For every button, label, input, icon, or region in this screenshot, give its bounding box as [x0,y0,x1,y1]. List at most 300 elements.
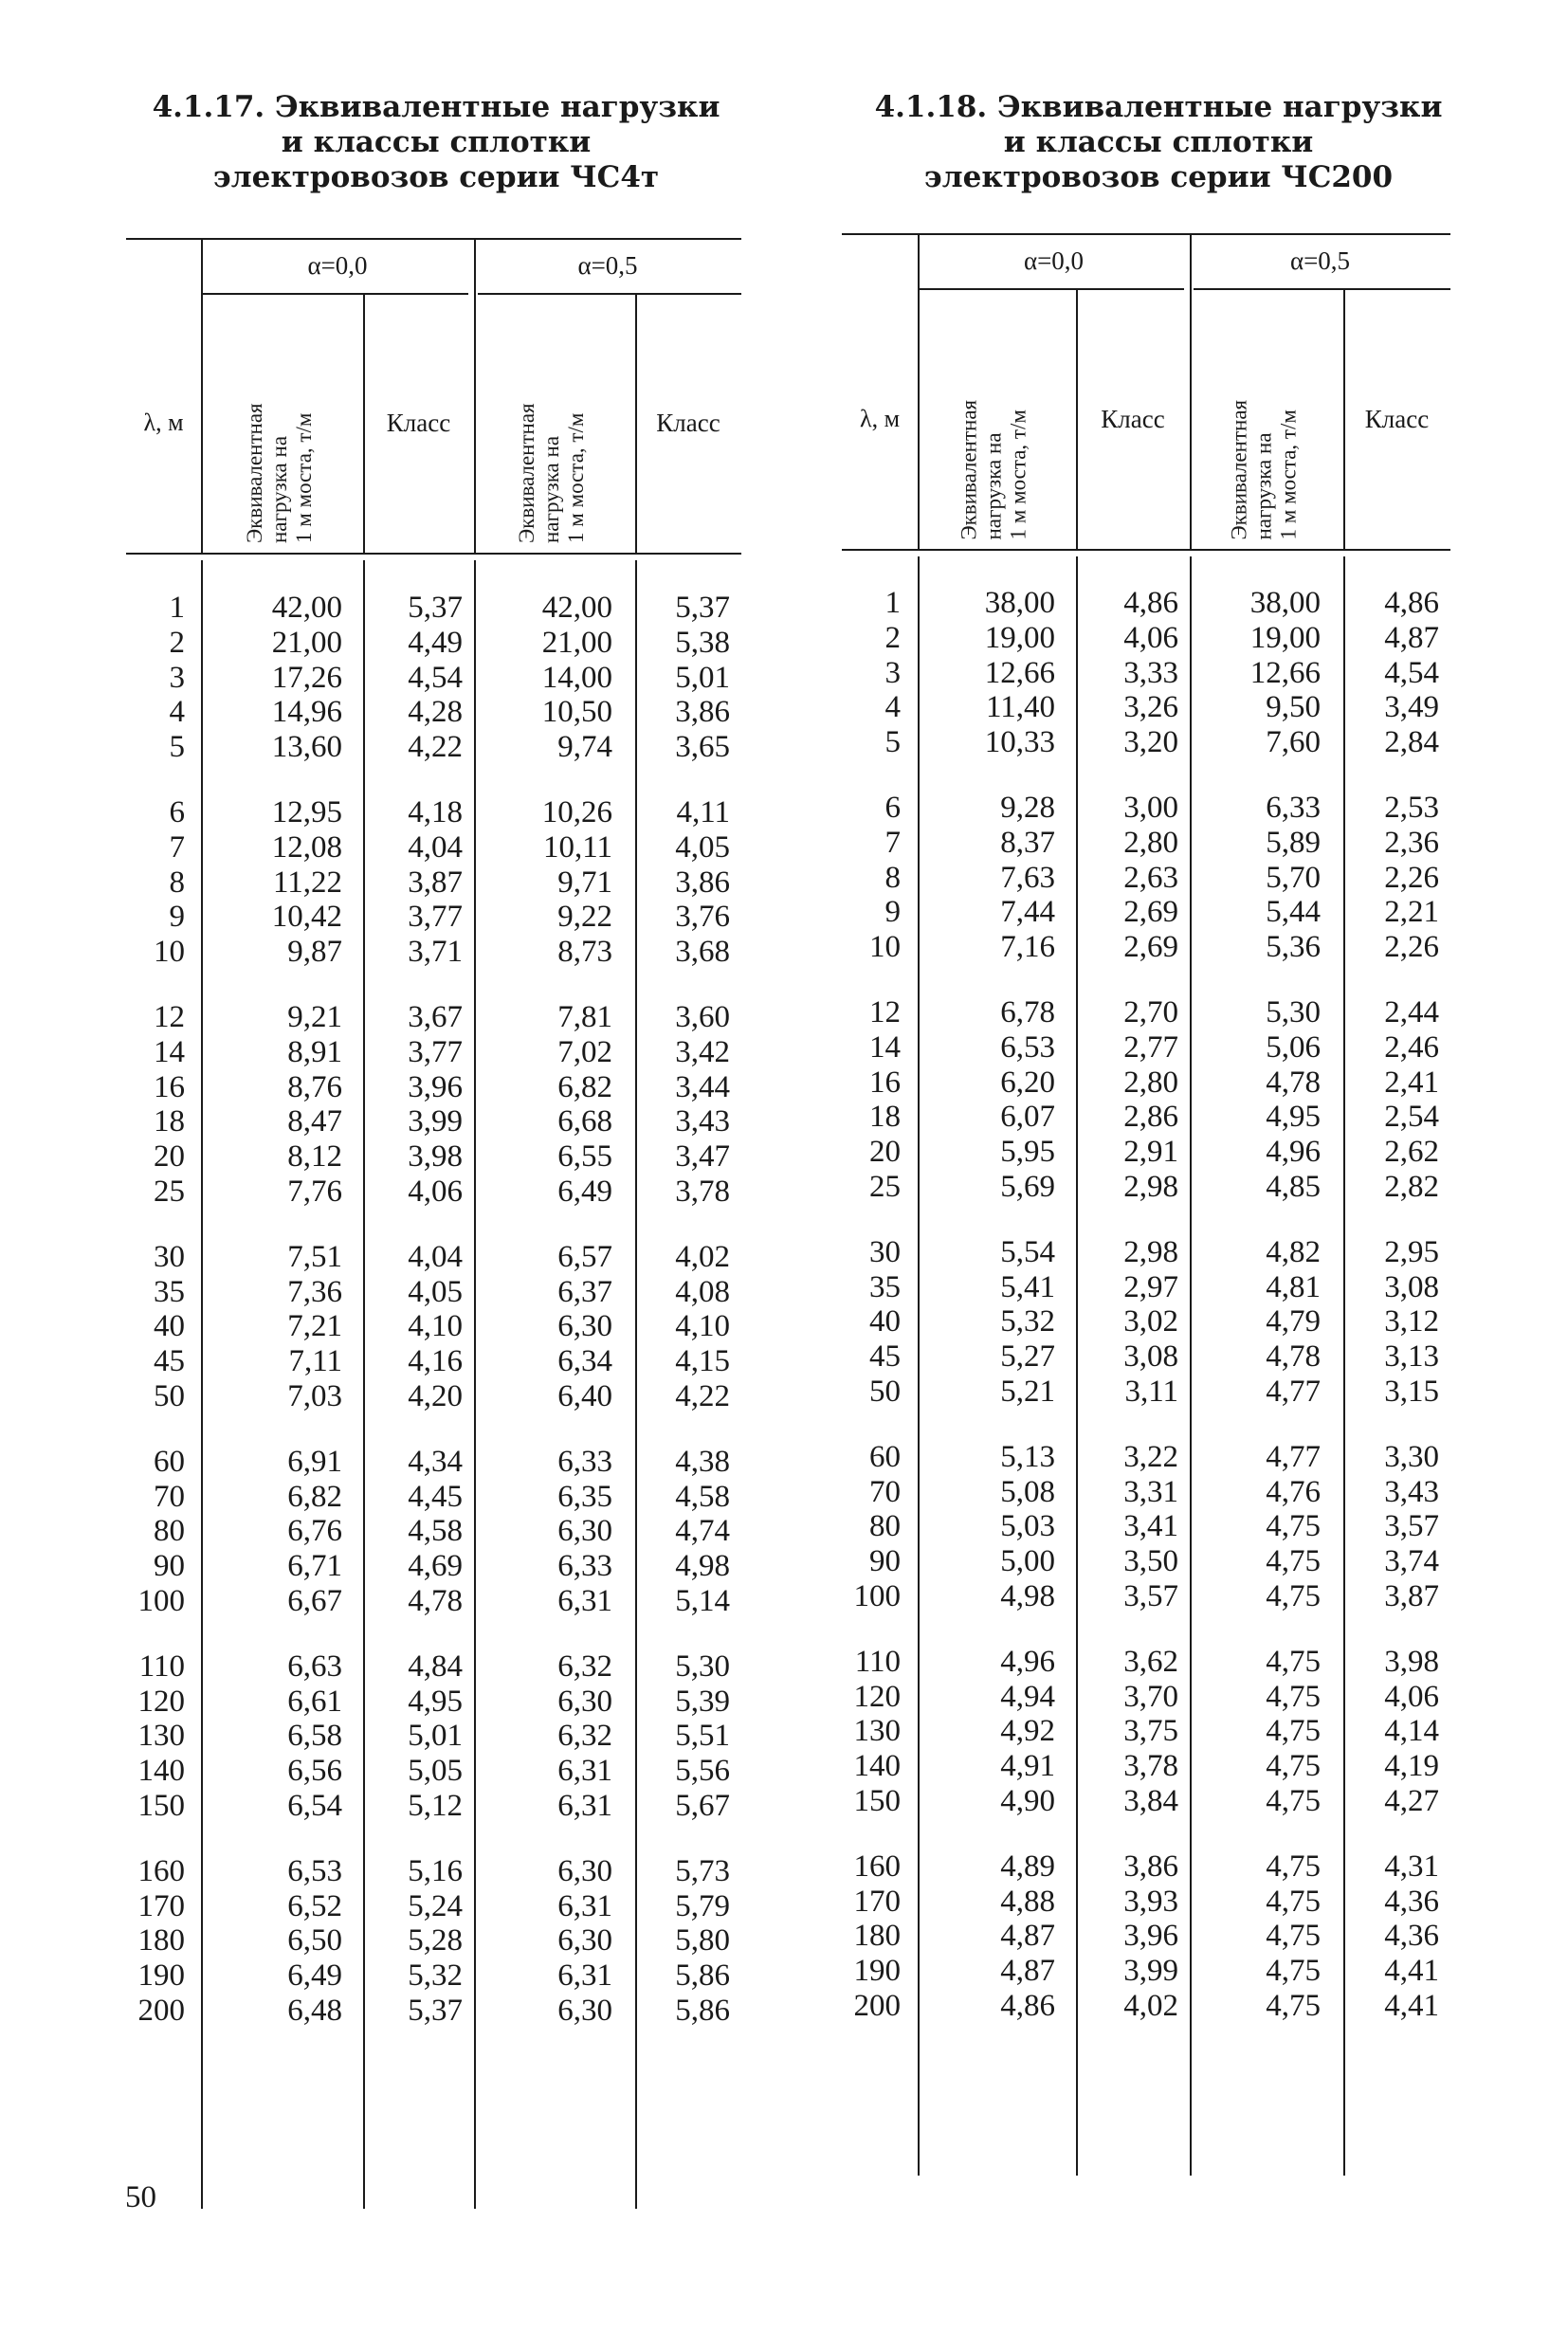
load-cell: 4,75 [1266,1849,1321,1884]
class-cell: 3,33 [1123,655,1178,690]
class-cell: 4,19 [1384,1749,1439,1784]
class-cell: 2,69 [1123,930,1178,965]
class-cell: 4,05 [675,829,730,865]
load-header-line: нагрузка на [1251,431,1275,539]
class-cell: 3,02 [1123,1304,1178,1339]
load-header-line: 1 м моста, т/м [1006,409,1030,539]
class-cell: 4,69 [408,1549,463,1584]
lambda-header: λ, м [859,404,901,432]
span-cell: 9 [169,900,185,935]
class-header: Класс [1364,404,1430,433]
span-cell: 40 [154,1309,185,1344]
load-cell: 10,26 [541,795,612,829]
span-cell: 14 [154,1034,185,1069]
load-cell: 12,66 [1249,655,1321,690]
title-line: 4.1.17. Эквивалентные нагрузки [152,90,720,124]
load-cell: 7,11 [288,1344,342,1379]
span-cell: 90 [869,1544,901,1579]
class-cell: 3,08 [1123,1339,1178,1375]
load-header [957,298,1037,539]
class-cell: 3,93 [1123,1884,1178,1919]
class-cell: 4,06 [408,1175,463,1209]
class-cell: 2,86 [1123,1100,1178,1135]
load-cell: 4,94 [1000,1679,1055,1714]
load-header [243,302,322,543]
load-cell: 6,91 [287,1444,342,1479]
class-cell: 5,28 [408,1923,463,1958]
span-cell: 18 [154,1104,185,1139]
span-cell: 40 [869,1304,901,1339]
title-line: и классы сплотки [1003,125,1314,159]
class-cell: 5,86 [675,1958,730,1994]
load-cell: 5,21 [1000,1375,1055,1409]
class-cell: 4,22 [675,1379,730,1413]
class-cell: 5,16 [408,1853,463,1888]
load-cell: 6,33 [1266,791,1321,825]
class-cell: 4,02 [675,1239,730,1274]
load-header-line: Эквивалентная [957,399,981,539]
title-line: электровозов серии ЧС200 [923,160,1394,194]
span-cell: 80 [869,1509,901,1544]
load-cell: 6,31 [557,1584,612,1618]
class-cell: 2,21 [1384,895,1439,930]
class-cell: 5,24 [408,1888,463,1923]
span-cell: 12 [869,995,901,1029]
class-cell: 3,77 [408,1034,463,1069]
class-cell: 4,38 [675,1444,730,1479]
span-cell: 80 [154,1514,185,1549]
load-cell: 5,27 [1000,1339,1055,1375]
class-cell: 3,41 [1123,1509,1178,1544]
class-cell: 3,44 [675,1069,730,1104]
load-cell: 5,08 [1000,1474,1055,1509]
load-cell: 6,82 [287,1479,342,1514]
load-cell: 4,75 [1266,1954,1321,1989]
load-cell: 10,42 [271,900,342,935]
load-cell: 5,06 [1266,1029,1321,1065]
class-cell: 2,41 [1384,1065,1439,1100]
class-cell: 4,27 [1384,1784,1439,1818]
span-cell: 160 [853,1849,901,1884]
load-cell: 6,30 [557,1994,612,2028]
class-cell: 4,20 [408,1379,463,1413]
class-cell: 3,57 [1384,1509,1439,1544]
load-cell: 10,50 [541,695,612,730]
span-cell: 20 [869,1135,901,1170]
span-cell: 170 [853,1884,901,1919]
span-cell: 90 [154,1549,185,1584]
load-cell: 9,74 [557,730,612,765]
class-cell: 4,74 [675,1514,730,1549]
load-cell: 11,22 [272,865,342,900]
class-cell: 4,84 [408,1649,463,1684]
class-cell: 3,86 [1123,1849,1178,1884]
load-cell: 7,44 [1000,895,1055,930]
class-cell: 3,75 [1123,1714,1178,1749]
load-cell: 14,00 [541,660,612,695]
load-cell: 4,85 [1266,1170,1321,1204]
load-cell: 6,30 [557,1514,612,1549]
title-line: электровозов серии ЧС4т [212,160,660,194]
load-cell: 6,56 [287,1754,342,1789]
load-cell: 6,55 [557,1139,612,1175]
class-cell: 3,13 [1384,1339,1439,1375]
class-cell: 4,86 [1384,586,1439,620]
class-cell: 4,06 [1384,1679,1439,1714]
class-cell: 4,58 [675,1479,730,1514]
load-cell: 7,02 [557,1034,612,1069]
class-cell: 4,58 [408,1514,463,1549]
load-cell: 6,82 [557,1069,612,1104]
class-cell: 3,74 [1384,1544,1439,1579]
span-cell: 45 [869,1339,901,1375]
class-cell: 3,30 [1384,1439,1439,1474]
load-cell: 6,07 [1000,1100,1055,1135]
class-cell: 3,20 [1123,725,1178,760]
load-cell: 4,75 [1266,1749,1321,1784]
title-line: и классы сплотки [281,125,592,159]
class-cell: 4,04 [408,829,463,865]
class-cell: 3,86 [675,695,730,730]
load-cell: 8,73 [557,935,612,970]
load-cell: 13,60 [271,730,342,765]
span-cell: 35 [154,1274,185,1309]
span-cell: 9 [884,895,901,930]
class-cell: 5,01 [408,1719,463,1754]
load-cell: 6,68 [557,1104,612,1139]
class-cell: 5,67 [675,1789,730,1823]
class-cell: 3,08 [1384,1269,1439,1304]
class-cell: 3,43 [675,1104,730,1139]
class-header: Класс [386,409,451,437]
class-cell: 3,68 [675,935,730,970]
class-cell: 5,73 [675,1853,730,1888]
class-cell: 3,22 [1123,1439,1178,1474]
class-cell: 3,49 [1384,690,1439,725]
span-cell: 160 [137,1853,185,1888]
class-cell: 5,05 [408,1754,463,1789]
class-cell: 4,28 [408,695,463,730]
load-header-line: Эквивалентная [1227,399,1250,539]
span-cell: 170 [137,1888,185,1923]
load-cell: 42,00 [271,591,342,625]
span-cell: 200 [853,1989,901,2023]
load-cell: 4,86 [1000,1989,1055,2023]
span-cell: 2 [884,620,901,655]
span-cell: 6 [169,795,185,829]
class-cell: 4,10 [675,1309,730,1344]
load-cell: 6,49 [557,1175,612,1209]
span-cell: 190 [137,1958,185,1994]
class-header: Класс [1101,404,1165,433]
load-header-line: Эквивалентная [242,403,266,543]
load-cell: 5,69 [1000,1170,1055,1204]
load-cell: 4,75 [1266,1919,1321,1954]
load-cell: 6,52 [287,1888,342,1923]
load-cell: 7,81 [557,1000,612,1034]
header-bottom-rule [842,549,1450,551]
load-cell: 5,41 [1000,1269,1055,1304]
class-cell: 4,45 [408,1479,463,1514]
column-rule [918,233,920,549]
load-cell: 6,30 [557,1923,612,1958]
span-cell: 190 [853,1954,901,1989]
class-cell: 2,82 [1384,1170,1439,1204]
span-cell: 100 [853,1579,901,1613]
load-cell: 6,40 [557,1379,612,1413]
column-rule [474,238,476,553]
class-cell: 2,80 [1123,825,1178,860]
load-cell: 9,50 [1266,690,1321,725]
class-cell: 3,00 [1123,791,1178,825]
load-cell: 6,58 [287,1719,342,1754]
class-cell: 4,18 [408,795,463,829]
load-header-line: Эквивалентная [515,403,538,543]
span-cell: 50 [154,1379,185,1413]
load-cell: 6,49 [287,1958,342,1994]
load-cell: 6,53 [287,1853,342,1888]
span-cell: 60 [154,1444,185,1479]
class-cell: 4,02 [1123,1989,1178,2023]
load-header [1227,298,1306,539]
load-cell: 5,32 [1000,1304,1055,1339]
load-cell: 12,08 [271,829,342,865]
class-cell: 2,97 [1123,1269,1178,1304]
span-cell: 5 [884,725,901,760]
class-cell: 3,60 [675,1000,730,1034]
class-cell: 2,36 [1384,825,1439,860]
load-cell: 4,76 [1266,1474,1321,1509]
load-cell: 6,32 [557,1719,612,1754]
load-cell: 4,77 [1266,1439,1321,1474]
alpha-header: α=0,0 [1023,246,1085,275]
load-cell: 6,30 [557,1309,612,1344]
load-cell: 4,75 [1266,1884,1321,1919]
load-cell: 4,81 [1266,1269,1321,1304]
span-cell: 8 [169,865,185,900]
class-cell: 5,37 [675,591,730,625]
span-cell: 18 [869,1100,901,1135]
load-cell: 4,87 [1000,1919,1055,1954]
class-cell: 2,62 [1384,1135,1439,1170]
load-cell: 7,63 [1000,860,1055,895]
load-cell: 4,82 [1266,1234,1321,1269]
load-cell: 5,36 [1266,930,1321,965]
span-cell: 180 [853,1919,901,1954]
class-cell: 3,12 [1384,1304,1439,1339]
span-cell: 4 [884,690,901,725]
load-cell: 6,20 [1000,1065,1055,1100]
load-cell: 9,87 [287,935,342,970]
load-cell: 9,28 [1000,791,1055,825]
span-cell: 110 [854,1644,901,1679]
class-cell: 2,91 [1123,1135,1178,1170]
load-cell: 4,75 [1266,1989,1321,2023]
span-cell: 3 [169,660,185,695]
span-cell: 1 [884,586,901,620]
class-cell: 4,11 [676,795,730,829]
load-cell: 9,71 [557,865,612,900]
class-cell: 5,51 [675,1719,730,1754]
span-cell: 2 [169,625,185,660]
class-header: Класс [656,409,720,437]
class-cell: 4,16 [408,1344,463,1379]
class-cell: 4,36 [1384,1884,1439,1919]
load-cell: 8,37 [1000,825,1055,860]
class-cell: 4,06 [1123,620,1178,655]
class-cell: 4,14 [1384,1714,1439,1749]
span-cell: 110 [138,1649,185,1684]
alpha-rule [1194,288,1450,290]
load-cell: 4,96 [1000,1644,1055,1679]
load-cell: 6,78 [1000,995,1055,1029]
load-cell: 6,30 [557,1853,612,1888]
class-cell: 2,98 [1123,1170,1178,1204]
alpha-rule [918,288,1184,290]
load-cell: 6,35 [557,1479,612,1514]
load-header-line: 1 м моста, т/м [291,412,316,543]
class-cell: 2,53 [1384,791,1439,825]
load-cell: 8,12 [287,1139,342,1175]
load-cell: 4,88 [1000,1884,1055,1919]
span-cell: 150 [853,1784,901,1818]
class-cell: 4,78 [408,1584,463,1618]
load-cell: 19,00 [1249,620,1321,655]
class-cell: 2,69 [1123,895,1178,930]
class-cell: 4,05 [408,1274,463,1309]
alpha-rule [478,293,741,295]
load-cell: 7,51 [287,1239,342,1274]
span-cell: 140 [137,1754,185,1789]
load-cell: 5,00 [1000,1544,1055,1579]
load-cell: 4,98 [1000,1579,1055,1613]
load-cell: 6,57 [557,1239,612,1274]
class-cell: 5,80 [675,1923,730,1958]
load-cell: 10,11 [542,829,612,865]
span-cell: 10 [154,935,185,970]
class-cell: 5,30 [675,1649,730,1684]
load-cell: 6,54 [287,1789,342,1823]
column-rule [1190,233,1192,549]
class-cell: 5,12 [408,1789,463,1823]
span-cell: 7 [884,825,901,860]
column-rule [201,238,203,553]
class-cell: 4,10 [408,1309,463,1344]
class-cell: 5,37 [408,1994,463,2028]
load-cell: 5,13 [1000,1439,1055,1474]
span-cell: 200 [137,1994,185,2028]
class-cell: 5,01 [675,660,730,695]
load-cell: 6,37 [557,1274,612,1309]
load-cell: 4,75 [1266,1784,1321,1818]
class-cell: 3,50 [1123,1544,1178,1579]
class-cell: 2,63 [1123,860,1178,895]
span-cell: 180 [137,1923,185,1958]
load-cell: 19,00 [984,620,1055,655]
class-cell: 3,47 [675,1139,730,1175]
span-cell: 120 [853,1679,901,1714]
load-cell: 4,78 [1266,1339,1321,1375]
class-cell: 4,98 [675,1549,730,1584]
load-header [515,302,594,543]
load-cell: 6,33 [557,1549,612,1584]
span-cell: 3 [884,655,901,690]
class-cell: 4,04 [408,1239,463,1274]
load-cell: 6,67 [287,1584,342,1618]
class-cell: 3,31 [1123,1474,1178,1509]
span-cell: 45 [154,1344,185,1379]
class-cell: 3,96 [408,1069,463,1104]
span-cell: 5 [169,730,185,765]
load-cell: 6,63 [287,1649,342,1684]
span-cell: 140 [853,1749,901,1784]
class-cell: 4,49 [408,625,463,660]
load-header-line: нагрузка на [266,435,291,543]
class-cell: 3,99 [1123,1954,1178,1989]
span-cell: 8 [884,860,901,895]
class-cell: 3,67 [408,1000,463,1034]
class-cell: 4,87 [1384,620,1439,655]
load-cell: 6,31 [557,1754,612,1789]
load-cell: 6,53 [1000,1029,1055,1065]
load-cell: 4,75 [1266,1714,1321,1749]
load-cell: 12,66 [984,655,1055,690]
load-cell: 4,75 [1266,1644,1321,1679]
class-cell: 4,41 [1384,1954,1439,1989]
class-cell: 4,86 [1123,586,1178,620]
load-cell: 6,32 [557,1649,612,1684]
class-cell: 3,62 [1123,1644,1178,1679]
column-rule [918,556,920,2176]
load-cell: 4,75 [1266,1544,1321,1579]
load-cell: 4,89 [1000,1849,1055,1884]
class-cell: 2,54 [1384,1100,1439,1135]
load-cell: 7,60 [1266,725,1321,760]
load-header-line: нагрузка на [539,435,563,543]
class-cell: 3,57 [1123,1579,1178,1613]
class-cell: 3,65 [675,730,730,765]
load-cell: 6,71 [287,1549,342,1584]
class-cell: 4,31 [1384,1849,1439,1884]
span-cell: 20 [154,1139,185,1175]
class-cell: 3,26 [1123,690,1178,725]
class-cell: 4,34 [408,1444,463,1479]
span-cell: 6 [884,791,901,825]
class-cell: 3,43 [1384,1474,1439,1509]
load-cell: 4,92 [1000,1714,1055,1749]
load-header-line: нагрузка на [981,431,1006,539]
load-cell: 38,00 [1249,586,1321,620]
class-cell: 4,36 [1384,1919,1439,1954]
load-cell: 7,21 [287,1309,342,1344]
alpha-header: α=0,5 [1289,246,1351,275]
span-cell: 30 [869,1234,901,1269]
load-cell: 6,61 [287,1684,342,1719]
load-cell: 8,91 [287,1034,342,1069]
load-cell: 5,30 [1266,995,1321,1029]
load-cell: 7,16 [1000,930,1055,965]
span-cell: 30 [154,1239,185,1274]
span-cell: 1 [169,591,185,625]
table-title-4-1-17 [142,90,730,195]
class-cell: 3,87 [1384,1579,1439,1613]
load-cell: 5,03 [1000,1509,1055,1544]
alpha-header: α=0,0 [307,251,368,280]
class-cell: 5,38 [675,625,730,660]
page-number: 50 [125,2180,156,2214]
class-cell: 5,37 [408,591,463,625]
load-cell: 7,03 [287,1379,342,1413]
